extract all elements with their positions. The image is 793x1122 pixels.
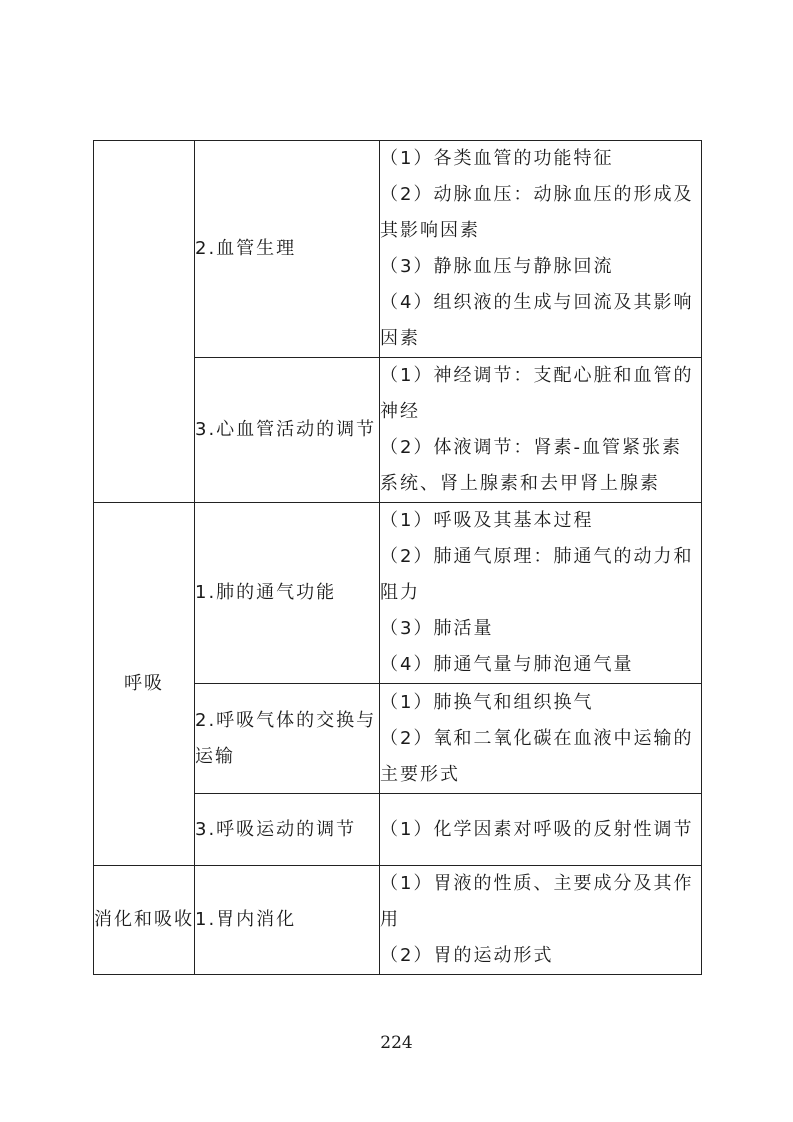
list-item: （1）神经调节：支配心脏和血管的神经	[380, 365, 694, 422]
list-item: （3）静脉血压与静脉回流	[380, 256, 614, 277]
list-item: （2）氧和二氧化碳在血液中运输的主要形式	[380, 727, 694, 785]
table-row	[94, 503, 702, 684]
topic-cell: 3.心血管活动的调节	[195, 358, 380, 503]
list-item: （1）各类血管的功能特征	[380, 148, 614, 169]
list-item: （4）肺通气量与肺泡通气量	[380, 654, 634, 675]
table-row	[94, 866, 702, 975]
list-item: （3）肺活量	[380, 618, 494, 639]
category-cell: 消化和吸收	[94, 866, 195, 975]
items-cell	[380, 684, 702, 794]
category-cell: 呼吸	[94, 503, 195, 866]
table-row	[94, 141, 702, 358]
topic-cell: 2.呼吸气体的交换与运输	[195, 684, 380, 794]
list-item: （2）动脉血压：动脉血压的形成及其影响因素	[380, 184, 694, 241]
items-cell	[380, 503, 702, 684]
items-cell	[380, 794, 702, 866]
syllabus-table	[93, 140, 702, 975]
list-item: （2）体液调节：肾素-血管紧张素系统、肾上腺素和去甲肾上腺素	[380, 437, 682, 494]
topic-cell: 1.肺的通气功能	[195, 503, 380, 684]
topic-cell: 1.胃内消化	[195, 866, 380, 975]
list-item: （1）化学因素对呼吸的反射性调节	[380, 818, 694, 840]
list-item: （4）组织液的生成与回流及其影响因素	[380, 292, 694, 349]
page-number: 224	[380, 1033, 413, 1053]
items-cell	[380, 141, 702, 358]
category-cell	[94, 141, 195, 503]
list-item: （1）肺换气和组织换气	[380, 691, 594, 713]
items-cell	[380, 358, 702, 503]
topic-cell: 2.血管生理	[195, 141, 380, 358]
list-item: （1）胃液的性质、主要成分及其作用	[380, 873, 694, 930]
list-item: （2）肺通气原理：肺通气的动力和阻力	[380, 546, 694, 603]
list-item: （1）呼吸及其基本过程	[380, 510, 594, 531]
topic-cell: 3.呼吸运动的调节	[195, 794, 380, 866]
list-item: （2）胃的运动形式	[380, 945, 554, 966]
items-cell	[380, 866, 702, 975]
